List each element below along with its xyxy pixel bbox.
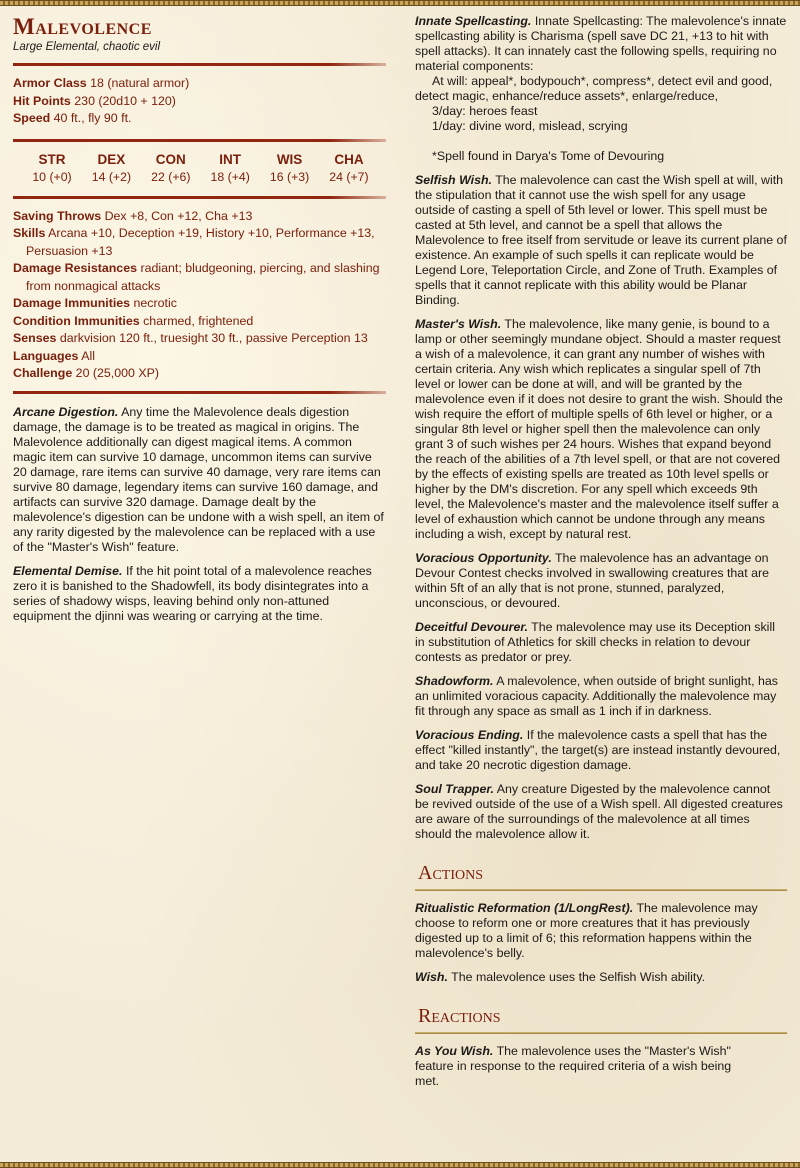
action-text: The malevolence may choose to reform one or more creatures that it has previously digested up to a limit of 6; this reformation happens within the malevolence's belly. (415, 901, 758, 960)
skills-label: Skills (13, 226, 46, 240)
ability-dex (82, 151, 140, 185)
ability-name: DEX (97, 151, 126, 167)
trait-name: Shadowform. (415, 674, 494, 688)
ability-value: 16 (+3) (269, 169, 310, 184)
skills-value: Arcana +10, Deception +19, History +10, Performance +13, Persuasion +13 (26, 226, 375, 258)
ability-name: STR (38, 151, 66, 167)
reactions-rule (415, 1032, 787, 1034)
saving-throws-value: Dex +8, Con +12, Cha +13 (104, 208, 253, 223)
trait-text: If the hit point total of a malevolence reaches zero it is banished to the Shadowfell, its body disintegrates into a series of shadowy wisps, leaving behind only non-attuned equipment the djinni was wearing or carrying at the time. (13, 563, 372, 623)
right-column (415, 14, 787, 1098)
divider (13, 63, 386, 66)
hit-points (13, 93, 386, 111)
ability-str (23, 151, 81, 185)
action-wish (415, 970, 787, 985)
armor-class-label: Armor Class (13, 76, 87, 90)
action-name: Wish. (415, 970, 448, 984)
trait-text: The malevolence, like many genie, is bound to a lamp or other seemingly mundane object. Should a master request a wish of a malevolence, it can grant any number of wishes with certain criteria. Any wish which replicates a singular spell of 7th level or lower can be done at will, and will be granted by the malevolence even if it does not desire to grant the wish. Should the wish require the effort of multiple spells of 6th level or higher, or a singular 8th level or higher spell then the malevolence can only grant 3 of such wishes per 24 hours. Wishes that expand beyond the reach of the abilities of a 7th level spell, or that are not covered by the effects of existing spells are treated as 10th level spells or higher by the DM's discretion. For any spell which exceeds 9th level, the Malevolence's master and the malevolence itself suffer a level of exhaustion which cannot be undone through any means including a wish, except by natural rest. (415, 317, 783, 541)
armor-class-value: 18 (natural armor) (90, 76, 190, 90)
reaction-name: As You Wish. (415, 1044, 494, 1058)
challenge (13, 365, 386, 383)
ability-name: WIS (276, 151, 303, 167)
trait-name: Arcane Digestion. (13, 404, 119, 419)
speed (13, 110, 386, 128)
challenge-label: Challenge (13, 366, 73, 380)
ability-name: CHA (334, 151, 364, 167)
monster-name: Malevolence (13, 14, 152, 39)
trait-name: Innate Spellcasting. (415, 14, 532, 28)
divider (13, 391, 386, 394)
languages-label: Languages (13, 348, 79, 363)
ability-value: 18 (+4) (210, 169, 250, 184)
top-border (0, 0, 800, 6)
actions-rule (415, 889, 787, 891)
trait-text: Any time the Malevolence deals digestion damage, the damage is to be treated as magical in origins. The Malevolence additionally can digest magical items. A common magic item can survive 10 damage, uncommon items can survive 20 damage, rare items can survive 40 damage, very rare items can survive 80 damage, legendary items can survive 160 damage, and artifacts can survive 320 damage. Damage dealt by the malevolence's digestion can be undone with a wish spell, an item of any rarity digested by the malevolence can be replaced with a use of the "Master's Wish" feature. (13, 404, 384, 554)
actions-heading: Actions (418, 862, 484, 884)
ability-value: 14 (+2) (91, 169, 132, 184)
hit-points-value: 230 (20d10 + 120) (74, 93, 176, 108)
ability-int (201, 151, 259, 185)
trait-arcane-digestion (13, 405, 386, 555)
damage-resistances-label: Damage Resistances (13, 261, 137, 275)
reaction-text: The malevolence uses the "Master's Wish" feature in response to the required criteria of a wish being met. (415, 1044, 732, 1088)
bottom-border (0, 1162, 800, 1168)
ability-value: 10 (+0) (32, 169, 72, 184)
trait-text: A malevolence, when outside of bright sunlight, has an unlimited voracious capacity. Additionally the malevolence may fit through any space as small as 1 inch if in darkness. (415, 674, 778, 718)
ability-name: CON (155, 151, 186, 167)
saving-throws-label: Saving Throws (13, 208, 102, 223)
spells-at-will: At will: appeal*, bodypouch*, compress*, detect evil and good, detect magic, enhance/reduce assets*, enlarge/reduce, (415, 74, 773, 103)
spells-1-day: 1/day: divine word, mislead, scrying (432, 119, 628, 133)
ability-con (142, 151, 200, 185)
reactions-heading: Reactions (418, 1005, 501, 1027)
action-name: Ritualistic Reformation (1/LongRest). (415, 901, 634, 915)
trait-elemental-demise (13, 564, 386, 624)
ability-scores (13, 151, 386, 185)
trait-shadowform (415, 674, 787, 719)
trait-voracious-ending (415, 728, 787, 773)
left-column (13, 14, 386, 633)
senses-value: darkvision 120 ft., truesight 30 ft., passive Perception 13 (59, 331, 368, 345)
trait-text: Any creature Digested by the malevolence cannot be revived outside of the use of a Wish spell. All digested creatures are aware of the surroundings of the malevolence at all times should the malevolence allow it. (415, 782, 783, 841)
trait-text: The malevolence has an advantage on Devour Contest checks involved in swallowing creatures that are within 5ft of an ally that is not prone, stunned, paralyzed, unconscious, or devoured. (415, 551, 769, 610)
action-text: The malevolence uses the Selfish Wish ability. (447, 970, 706, 984)
spell-list (415, 74, 787, 164)
trait-name: Voracious Opportunity. (415, 551, 552, 565)
damage-resistances (13, 260, 386, 295)
ability-value: 22 (+6) (151, 169, 191, 184)
trait-name: Soul Trapper. (415, 782, 494, 796)
damage-immunities-label: Damage Immunities (13, 296, 131, 310)
damage-resistances-value: radiant; bludgeoning, piercing, and slashing from nonmagical attacks (26, 261, 380, 293)
spell-note: *Spell found in Darya's Tome of Devouring (432, 149, 665, 163)
condition-immunities-value: charmed, frightened (143, 313, 254, 328)
condition-immunities (13, 313, 386, 331)
challenge-value: 20 (25,000 XP) (75, 366, 160, 380)
languages-value: All (81, 348, 95, 363)
speed-value: 40 ft., fly 90 ft. (53, 111, 132, 125)
trait-text: The malevolence can cast the Wish spell at will, with the stipulation that it cannot use the wish spell for any usage outside of casting a spell of 5th level or lower. This spell must be casted at 5th level, and cannot be a spell that allows the Malevolence to free itself from servitude or leave its current plane of existence. An example of such spells it can replicate would be Legend Lore, Teleportation Circle, and Zone of Truth. Examples of spells that it cannot replicate with this ability would be Planar Binding. (415, 173, 787, 307)
skills (13, 225, 386, 260)
trait-name: Voracious Ending. (415, 728, 524, 742)
trait-text: If the malevolence casts a spell that has the effect "killed instantly", the target(s) are instead instantly devoured, and take 20 necrotic digestion damage. (415, 728, 781, 772)
trait-deceitful-devourer (415, 620, 787, 665)
damage-immunities (13, 295, 386, 313)
trait-name: Deceitful Devourer. (415, 620, 528, 634)
saving-throws (13, 208, 386, 226)
trait-name: Selfish Wish. (415, 173, 492, 187)
trait-soul-trapper (415, 782, 787, 842)
reaction-as-you-wish (415, 1044, 787, 1089)
ability-wis (261, 151, 319, 185)
trait-name: Master's Wish. (415, 317, 502, 331)
trait-name: Elemental Demise. (13, 563, 123, 578)
trait-text: Innate Spellcasting: The malevolence's innate spellcasting ability is Charisma (spell save DC 21, +13 to hit with spell attacks). It can innately cast the following spells, requiring no material components: (415, 14, 787, 73)
ability-value: 24 (+7) (329, 169, 369, 184)
senses (13, 330, 386, 348)
damage-immunities-value: necrotic (133, 296, 177, 310)
trait-voracious-opportunity (415, 551, 787, 611)
trait-text: The malevolence may use its Deception skill in substitution of Athletics for skill checks in relation to devour contests as predator or prey. (415, 620, 775, 664)
divider (13, 196, 386, 199)
trait-masters-wish (415, 317, 787, 542)
hit-points-label: Hit Points (13, 93, 71, 108)
divider (13, 139, 386, 142)
trait-innate-spellcasting (415, 14, 787, 74)
languages (13, 348, 386, 366)
action-ritualistic-reformation (415, 901, 787, 961)
armor-class (13, 75, 386, 93)
condition-immunities-label: Condition Immunities (13, 313, 140, 328)
speed-label: Speed (13, 111, 51, 125)
monster-type: Large Elemental, chaotic evil (13, 41, 161, 53)
spells-3-day: 3/day: heroes feast (432, 104, 538, 118)
trait-selfish-wish (415, 173, 787, 308)
ability-name: INT (219, 151, 242, 167)
ability-cha (320, 151, 378, 185)
senses-label: Senses (13, 331, 57, 345)
